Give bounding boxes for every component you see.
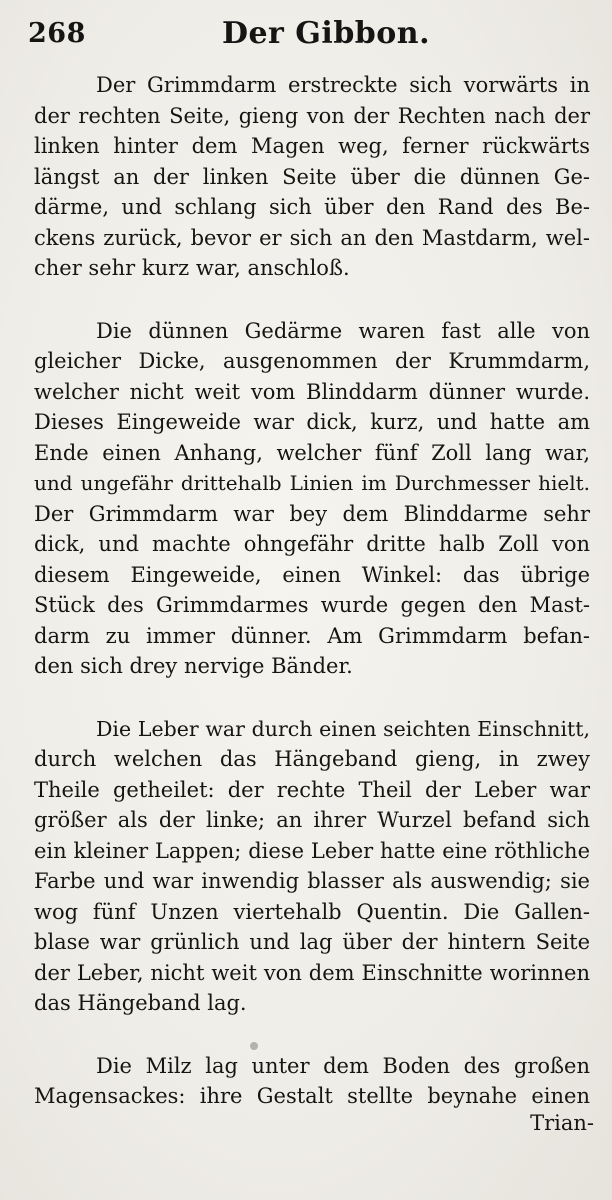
page-header [0, 14, 612, 54]
catchword: Trian- [530, 1111, 594, 1135]
text-line: der rechten Seite, gieng von der Rechten nach der [34, 103, 590, 128]
text-line: den sich drey nervige Bänder. [34, 654, 353, 678]
text-line: Der Grimmdarm erstreckte sich vorwärts in [96, 73, 590, 97]
running-head: Der Gibbon. [221, 16, 431, 51]
text-line: längst an der linken Seite über die dünnen Ge- [34, 164, 590, 189]
text-line: durch welchen das Hängeband gieng, in zwey [34, 747, 590, 771]
page-number: 268 [28, 18, 86, 49]
text-line: und ungefähr drittehalb Linien im Durchmesser hielt. [34, 471, 590, 495]
text-line: wog fünf Unzen viertehalb Quentin. Die Gallen- [34, 899, 590, 924]
text-line: Die Milz lag unter dem Boden des großen [96, 1053, 590, 1078]
text-line: cher sehr kurz war, anschloß. [34, 256, 350, 280]
paragraph-leber [34, 714, 590, 1019]
text-line: diesem Eingeweide, einen Winkel: das übrige [34, 562, 590, 587]
text-line: größer als der linke; an ihrer Wurzel befand sich [34, 808, 590, 832]
text-line: Magensackes: ihre Gestalt stellte beynahe einen [34, 1084, 590, 1108]
text-line: der Leber, nicht weit von dem Einschnitte worinnen [34, 960, 590, 985]
body-text [34, 70, 590, 1144]
text-line: dick, und machte ohngefähr dritte halb Zoll von [34, 532, 590, 556]
text-line: ckens zurück, bevor er sich an den Mastdarm, wel- [34, 225, 590, 250]
text-line: Der Grimmdarm war bey dem Blinddarme sehr [34, 501, 590, 526]
text-line: Die dünnen Gedärme waren fast alle von [96, 318, 590, 343]
text-line: därme, und schlang sich über den Rand des Be- [34, 195, 590, 219]
text-line: Dieses Eingeweide war dick, kurz, und hatte am [34, 410, 590, 434]
text-line: linken hinter dem Magen weg, ferner rückwärts [34, 134, 590, 158]
text-line: blase war grünlich und lag über der hintern Seite [34, 930, 590, 954]
text-line: darm zu immer dünner. Am Grimmdarm befan- [34, 623, 590, 648]
text-line: Farbe und war inwendig blasser als auswendig; sie [34, 869, 590, 893]
text-line: ein kleiner Lappen; diese Leber hatte eine röthliche [34, 838, 590, 863]
text-line: welcher nicht weit vom Blinddarm dünner wurde. [34, 379, 590, 404]
text-line: Ende einen Anhang, welcher fünf Zoll lang war, [34, 440, 590, 465]
text-line: gleicher Dicke, ausgenommen der Krummdarm, [34, 349, 590, 373]
text-line: Die Leber war durch einen seichten Einschnitt, [96, 716, 590, 741]
paragraph-grimmdarm [34, 70, 590, 284]
paragraph-duenne-gedaerme [34, 316, 590, 682]
text-line: Stück des Grimmdarmes wurde gegen den Mast- [34, 593, 590, 617]
text-line: Theile getheilet: der rechte Theil der Leber war [34, 777, 590, 802]
paragraph-milz [34, 1051, 590, 1112]
text-line: das Hängeband lag. [34, 991, 247, 1015]
ink-spot [250, 1042, 258, 1050]
